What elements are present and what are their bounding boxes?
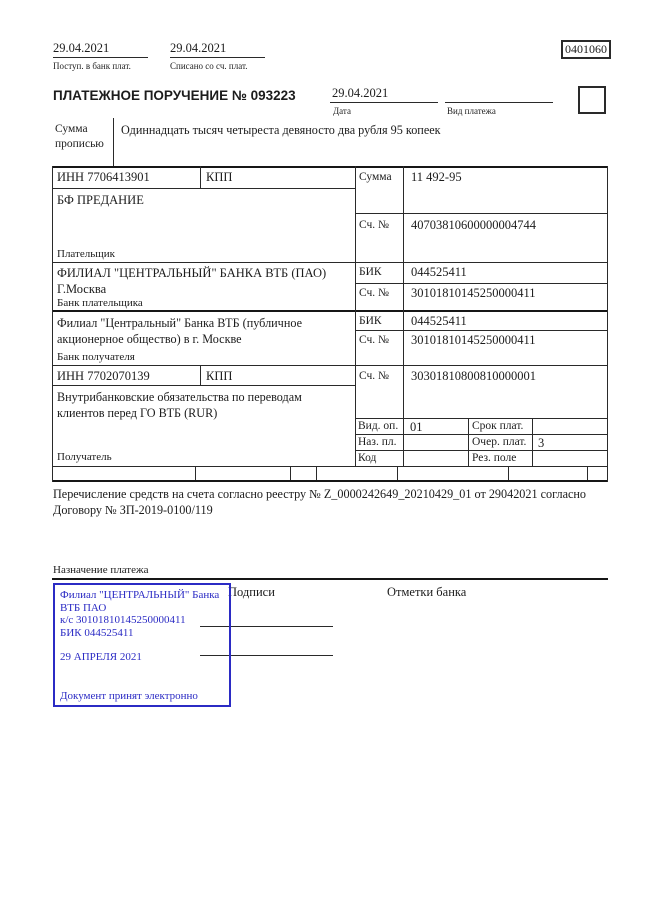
grid-line xyxy=(52,262,608,263)
grid-line xyxy=(52,310,608,312)
stamp-bank-name-line2: ВТБ ПАО xyxy=(60,601,107,614)
grid-line xyxy=(532,418,533,466)
grid-line xyxy=(52,166,53,482)
grid-line xyxy=(200,365,201,385)
payee-account-label: Сч. № xyxy=(359,370,390,382)
received-date-underline xyxy=(53,57,148,58)
payee-bank-bik-label: БИК xyxy=(359,315,382,327)
stamp-date: 29 АПРЕЛЯ 2021 xyxy=(60,651,142,663)
payer-account: 40703810600000004744 xyxy=(411,218,536,232)
grid-line xyxy=(355,166,356,466)
purpose-code-label: Наз. пл. xyxy=(358,436,397,448)
payment-purpose-text: Перечисление средств на счета согласно реестру № Z_0000242649_20210429_01 от 29042021 согласно Договору № ЗП-2019-0100/119 xyxy=(53,487,587,517)
due-date-label: Срок плат. xyxy=(472,420,524,432)
op-kind-value: 01 xyxy=(410,420,423,434)
stamp-accepted-note: Документ принят электронно xyxy=(60,689,198,702)
received-in-bank-label: Поступ. в банк плат. xyxy=(53,61,131,71)
payer-bank-city: Г.Москва xyxy=(57,282,107,296)
grid-line xyxy=(468,418,469,466)
debited-date-underline xyxy=(170,57,265,58)
grid-line xyxy=(52,365,608,366)
document-date-underline xyxy=(330,102,438,103)
grid-line xyxy=(200,166,201,188)
debited-from-account-date: 29.04.2021 xyxy=(170,41,227,55)
document-date: 29.04.2021 xyxy=(332,86,389,100)
grid-line xyxy=(52,466,608,467)
grid-line xyxy=(607,166,608,482)
grid-line xyxy=(587,466,588,480)
grid-line xyxy=(52,480,608,482)
payer-bank-bik: 044525411 xyxy=(411,265,467,279)
document-title: ПЛАТЕЖНОЕ ПОРУЧЕНИЕ № 093223 xyxy=(53,88,296,103)
grid-line xyxy=(355,330,608,331)
signatures-label: Подписи xyxy=(228,585,275,599)
payer-bank-section-label: Банк плательщика xyxy=(57,297,143,309)
priority-value: 3 xyxy=(538,436,545,450)
grid-line xyxy=(52,578,608,580)
payment-purpose-label: Назначение платежа xyxy=(53,564,149,576)
grid-line xyxy=(52,385,355,386)
payment-kind-underline xyxy=(445,102,553,103)
stamp-bank-name-line1: Филиал "ЦЕНТРАЛЬНЫЙ" Банка xyxy=(60,589,220,601)
form-code-box xyxy=(561,40,611,59)
grid-line xyxy=(355,213,608,214)
payee-bank-section-label: Банк получателя xyxy=(57,351,135,363)
payee-bank-name: Филиал "Центральный" Банка ВТБ (публичное акционерное общество) в г. Москве xyxy=(57,316,302,346)
payer-bank-account-label: Сч. № xyxy=(359,287,390,299)
payment-kind-label: Вид платежа xyxy=(447,106,496,116)
grid-line xyxy=(355,283,608,284)
payee-section-label: Получатель xyxy=(57,451,112,463)
grid-line xyxy=(52,188,355,189)
grid-line xyxy=(397,466,398,480)
payment-kind-box xyxy=(578,86,606,114)
document-date-label: Дата xyxy=(333,106,351,116)
grid-line xyxy=(355,450,608,451)
debited-from-account-label: Списано со сч. плат. xyxy=(170,61,248,71)
payee-name: Внутрибанковские обязательства по переводам клиентов перед ГО ВТБ (RUR) xyxy=(57,390,302,420)
payer-name: БФ ПРЕДАНИЕ xyxy=(57,193,144,207)
grid-line xyxy=(355,418,608,419)
code-label: Код xyxy=(358,452,377,464)
payee-bank-account: 30101810145250000411 xyxy=(411,333,536,347)
grid-line xyxy=(52,166,608,168)
bank-stamp xyxy=(53,583,231,707)
amount-in-words-label: Сумма прописью xyxy=(55,123,104,150)
payer-bank-account: 30101810145250000411 xyxy=(411,286,536,300)
bank-marks-label: Отметки банка xyxy=(387,585,467,599)
payee-account: 30301810800810000001 xyxy=(411,369,536,383)
op-kind-label: Вид. оп. xyxy=(358,420,399,432)
payer-inn: ИНН 7706413901 xyxy=(57,170,150,184)
grid-line xyxy=(195,466,196,480)
sum-value: 11 492-95 xyxy=(411,170,462,184)
stamp-spacer xyxy=(60,639,224,651)
grid-line xyxy=(355,434,608,435)
sum-label: Сумма xyxy=(359,171,392,183)
form-code: 0401060 xyxy=(565,42,607,56)
priority-label: Очер. плат. xyxy=(472,436,527,448)
payer-bank-name: ФИЛИАЛ "ЦЕНТРАЛЬНЫЙ" БАНКА ВТБ (ПАО) xyxy=(57,266,327,280)
reserve-field-label: Рез. поле xyxy=(472,452,517,464)
grid-line xyxy=(290,466,291,480)
received-in-bank-date: 29.04.2021 xyxy=(53,41,110,55)
stamp-corr-account: к/с 30101810145250000411 xyxy=(60,614,186,626)
amount-in-words-value: Одиннадцать тысяч четыреста девяносто два рубля 95 копеек xyxy=(121,123,441,137)
stamp-bik: БИК 044525411 xyxy=(60,626,134,639)
payee-bank-bik: 044525411 xyxy=(411,314,467,328)
amount-words-divider xyxy=(113,118,114,166)
payee-inn: ИНН 7702070139 xyxy=(57,369,150,383)
payee-bank-account-label: Сч. № xyxy=(359,334,390,346)
grid-line xyxy=(403,166,404,466)
payer-bank-bik-label: БИК xyxy=(359,266,382,278)
payee-kpp-label: КПП xyxy=(206,369,233,383)
payer-account-label: Сч. № xyxy=(359,219,390,231)
payer-section-label: Плательщик xyxy=(57,248,115,260)
payer-kpp-label: КПП xyxy=(206,170,233,184)
grid-line xyxy=(316,466,317,480)
grid-line xyxy=(508,466,509,480)
